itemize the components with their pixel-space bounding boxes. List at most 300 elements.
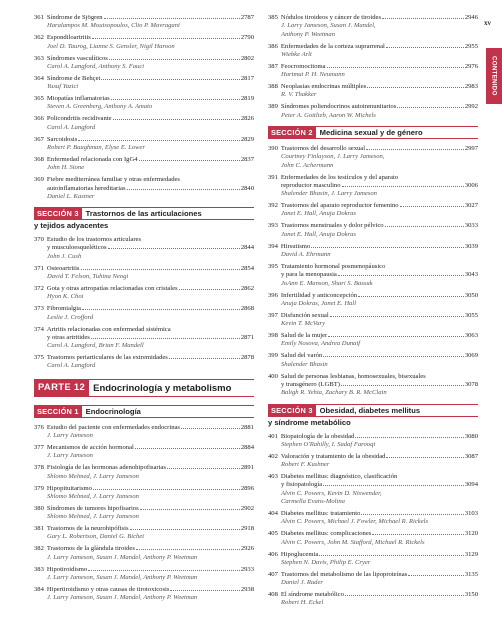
chapter-authors: Gary L. Robertson, Daniel G. Bichet (47, 533, 145, 541)
page-ref: 3150 (464, 591, 478, 599)
right-column (268, 14, 478, 611)
toc-entry-line (34, 566, 254, 574)
chapter-title: El síndrome metabólico (280, 591, 344, 599)
dot-leader (82, 309, 240, 310)
chapter-number: 372 (34, 285, 44, 292)
page-ref: 3094 (464, 481, 478, 489)
toc-entry (34, 525, 254, 542)
dot-leader (78, 140, 240, 141)
toc-entry (268, 591, 478, 608)
page-ref: 3033 (464, 222, 478, 230)
toc-entry-line (34, 485, 254, 493)
chapter-number: 406 (268, 550, 278, 558)
page-ref: 2862 (240, 285, 254, 292)
chapter-number: 371 (34, 264, 44, 272)
toc-entry (34, 176, 254, 201)
chapter-title: Enfermedad relacionada con IgG4 (46, 155, 138, 163)
toc-entry-line (34, 156, 254, 164)
toc-entry-line (34, 305, 254, 313)
chapter-authors: Courtney Finlayson, J. Larry Jameson, (281, 153, 385, 161)
toc-entry (268, 332, 478, 349)
chapter-authors: J. Larry Jameson, Susan J. Mandel, Anthony P. Weetman (47, 553, 198, 561)
chapter-title: Trastornos del metabolismo de las lipoproteínas (280, 570, 408, 578)
dot-leader (311, 247, 464, 248)
chapter-authors: Robert F. Kushner (281, 461, 330, 469)
dot-leader (93, 489, 240, 490)
page-ref: 2871 (240, 333, 254, 341)
dot-leader (345, 595, 464, 596)
chapter-authors: J. Larry Jameson (47, 432, 93, 440)
toc-entry-line (268, 591, 478, 599)
page-ref: 2884 (240, 444, 254, 452)
chapter-authors: Shalender Bhasin, J. Larry Jameson (281, 190, 377, 198)
chapter-number: 366 (34, 115, 44, 123)
chapter-authors: Robert P. Baughman, Elyse E. Lower (47, 143, 146, 151)
toc-entry (268, 352, 478, 369)
chapter-authors: Shlomo Melmed, J. Larry Jameson (47, 472, 139, 480)
chapter-number: 380 (34, 504, 44, 512)
chapter-number: 364 (34, 74, 44, 82)
page-ref: 2992 (464, 103, 478, 111)
chapter-authors-cont: John C. Achermann (281, 161, 334, 169)
chapter-number: 376 (34, 423, 44, 431)
section-title: Medicina sexual y de género (316, 126, 478, 139)
page-ref: 2896 (240, 484, 254, 492)
toc-entry (34, 14, 254, 31)
side-tab-label-wrap (487, 50, 501, 102)
chapter-number: 398 (268, 332, 278, 340)
chapter-title: Hirsutismo (280, 242, 311, 250)
dot-leader (167, 468, 240, 469)
page-ref: 3129 (464, 550, 478, 558)
chapter-title: Hipoglucemia (280, 550, 319, 558)
chapter-authors: Kevin T. McVary (281, 320, 326, 328)
dot-leader (386, 457, 463, 458)
dot-leader (330, 316, 464, 317)
chapter-number: 378 (34, 464, 44, 472)
chapter-title: Trastornos del desarrollo sexual (280, 145, 366, 153)
toc-entry-line (34, 326, 254, 334)
page-ref: 3087 (464, 452, 478, 460)
chapter-authors: JoAnn E. Manson, Shari S. Bassuk (281, 279, 373, 287)
chapter-title: Hipotiroidismo (46, 565, 88, 573)
chapter-authors: Stephen O'Rahilly, I. Sadaf Farooqi (281, 440, 376, 448)
chapter-authors: David A. Ehrmann (281, 251, 331, 259)
page-ref: 2933 (240, 565, 254, 573)
dot-leader (127, 189, 240, 190)
chapter-title: Nódulos tiroideos y cáncer de tiroides (280, 14, 382, 21)
side-tab-label: CONTENIDO (490, 56, 498, 96)
dot-leader (108, 248, 240, 249)
chapter-title: Tratamiento hormonal posmenopáusico (280, 263, 386, 271)
chapter-title: Enfermedades de la corteza suprarrenal (280, 42, 385, 50)
dot-leader (382, 18, 464, 19)
chapter-title-cont: reproductor masculino (281, 181, 341, 189)
dot-leader (88, 570, 240, 571)
toc-entry (268, 530, 478, 547)
chapter-title: Trastornos de la glándula tiroides (46, 545, 135, 553)
toc-entry (34, 75, 254, 92)
chapter-authors-cont: Carmella Evans-Molina (281, 498, 345, 506)
dot-leader (113, 119, 240, 120)
section-2-sexual-medicine (268, 126, 478, 139)
dot-leader (136, 549, 240, 550)
dot-leader (104, 18, 240, 19)
toc-entry (34, 265, 254, 282)
chapter-title: Síndrome de Sjögren (46, 14, 103, 21)
entries-right-c (268, 433, 478, 608)
toc-entry (268, 312, 478, 329)
toc-entry-line (268, 174, 478, 182)
page-ref: 3135 (464, 570, 478, 578)
chapter-authors: Peter A. Gottlieb, Aaron W. Michels (281, 111, 376, 119)
toc-entry-line (268, 473, 478, 481)
chapter-authors: David T. Felson, Tuhina Neogi (47, 273, 129, 281)
chapter-title: Artritis relacionadas con enfermedad sistémica (46, 325, 171, 333)
dot-leader (169, 358, 240, 359)
chapter-authors: Carol A. Langford, Anthony S. Fauci (47, 62, 145, 70)
chapter-authors: R. V. Thakker (281, 91, 317, 99)
chapter-authors: John H. Stone (47, 164, 85, 172)
chapter-number: 379 (34, 484, 44, 492)
toc-entry (34, 354, 254, 371)
entries-left-c (34, 424, 254, 603)
chapter-authors: J. Larry Jameson, Susan J. Mandel, Anthony P. Weetman (47, 574, 198, 581)
entries-right-b (268, 145, 478, 398)
dot-leader (328, 336, 464, 337)
toc-entry-line (34, 34, 254, 42)
left-column (34, 14, 254, 606)
page-ref: 2854 (240, 264, 254, 272)
page-ref: 2983 (464, 83, 478, 91)
page-ref: 2787 (240, 14, 254, 21)
part-title: Endocrinología y metabolismo (89, 379, 254, 397)
chapter-title-cont: y fisiopatología (281, 481, 323, 489)
chapter-number: 391 (268, 173, 278, 181)
chapter-number: 402 (268, 452, 278, 460)
page-number: xv (484, 19, 491, 27)
dot-leader (341, 385, 464, 386)
toc-entry-line (34, 75, 254, 83)
page-ref: 2926 (240, 545, 254, 553)
entries-right-a (268, 14, 478, 120)
chapter-authors: Janet E. Hall, Anuja Dokras (281, 230, 356, 238)
page-ref: 2938 (240, 585, 254, 593)
dot-leader (109, 59, 240, 60)
dot-leader (139, 160, 240, 161)
page-ref: 3069 (464, 352, 478, 360)
chapter-number: 397 (268, 311, 278, 319)
page-ref: 3120 (464, 530, 478, 538)
chapter-authors: Daniel J. Rader (281, 579, 323, 587)
chapter-number: 384 (34, 585, 44, 593)
chapter-number: 400 (268, 372, 278, 380)
page-ref: 3063 (464, 332, 478, 340)
toc-entry (34, 566, 254, 583)
chapter-title: Síndromes de tumores hipofisarios (46, 504, 139, 512)
toc-entry (34, 424, 254, 441)
dot-leader (140, 509, 240, 510)
chapter-title: Miopatías inflamatorias (46, 95, 110, 103)
chapter-number: 389 (268, 103, 278, 111)
toc-entry-line (34, 265, 254, 273)
section-tag: SECCIÓN 3 (34, 207, 82, 220)
chapter-title: Diabetes mellitus: complicaciones (280, 530, 372, 538)
dot-leader (170, 590, 239, 591)
page-ref: 2891 (240, 464, 254, 472)
chapter-title: Policondritis recidivante (46, 115, 112, 123)
dot-leader (181, 428, 240, 429)
toc-entry-line (34, 424, 254, 432)
toc-entry-line (268, 145, 478, 153)
toc-entry-line (268, 63, 478, 71)
page-ref: 2946 (464, 14, 478, 21)
toc-entry-line (268, 43, 478, 51)
toc-entry (268, 222, 478, 239)
section-1-endocrinology (34, 405, 254, 418)
toc-entry (34, 156, 254, 173)
chapter-number: 365 (34, 95, 44, 103)
dot-leader (355, 437, 463, 438)
page-ref: 2829 (240, 135, 254, 143)
dot-leader (327, 67, 464, 68)
page-ref: 2840 (240, 184, 254, 192)
chapter-authors: John J. Cush (47, 252, 82, 260)
page-ref: 3006 (464, 181, 478, 189)
chapter-title: Hipopituitarismo (46, 484, 92, 492)
part-tag: PARTE 12 (34, 379, 89, 397)
chapter-title: Trastornos de la neurohipófisis (46, 525, 129, 533)
chapter-number: 394 (268, 242, 278, 250)
page-ref: 2826 (240, 115, 254, 123)
toc-entry (268, 83, 478, 100)
toc-entry-line (268, 453, 478, 461)
page-ref: 2881 (240, 423, 254, 431)
chapter-number: 373 (34, 305, 44, 313)
toc-entry-line (268, 352, 478, 360)
dot-leader (408, 575, 464, 576)
dot-leader (400, 206, 464, 207)
section-tag: SECCIÓN 3 (268, 404, 316, 417)
chapter-number: 381 (34, 525, 44, 533)
chapter-title: Diabetes mellitus: tratamiento (280, 510, 361, 518)
toc-entry-line (34, 185, 254, 193)
page-ref: 3078 (464, 381, 478, 389)
toc-entry (34, 34, 254, 51)
toc-entry (268, 263, 478, 288)
chapter-authors: Anuja Dokras, Janet E. Hall (281, 299, 357, 307)
chapter-title: Enfermedades de los testículos y del aparato (280, 173, 399, 181)
toc-entry-line (268, 381, 478, 389)
toc-entry (34, 586, 254, 603)
toc-entry-line (34, 464, 254, 472)
section-tag: SECCIÓN 1 (34, 405, 82, 418)
chapter-title: Trastornos del aparato reproductor femenino (280, 202, 399, 210)
toc-entry (34, 136, 254, 153)
toc-entry-line (34, 444, 254, 452)
section-tag: SECCIÓN 2 (268, 126, 316, 139)
chapter-number: 383 (34, 565, 44, 573)
toc-entry (34, 545, 254, 562)
toc-entry-line (34, 176, 254, 184)
toc-entry-line (34, 505, 254, 513)
toc-entry-line (34, 244, 254, 252)
toc-entry-line (268, 103, 478, 111)
chapter-title-cont: y musculoesqueléticos (47, 244, 107, 252)
toc-entry (268, 433, 478, 450)
chapter-title: Feocromocitoma (280, 62, 326, 70)
chapter-number: 386 (268, 42, 278, 50)
chapter-authors: Haralampos M. Moutsopoulos, Clio P. Mavragani (47, 22, 180, 30)
chapter-authors: Daniel L. Kastner (47, 192, 95, 200)
toc-entry-line (34, 285, 254, 293)
toc-entry (34, 236, 254, 261)
dot-leader (358, 296, 464, 297)
chapter-title: Salud de personas lesbianas, homosexuales, bisexuales (280, 372, 426, 380)
toc-entry (34, 505, 254, 522)
toc-entry-line (34, 354, 254, 362)
toc-entry (268, 243, 478, 260)
toc-entry-line (268, 571, 478, 579)
chapter-number: 374 (34, 325, 44, 333)
toc-entry (268, 453, 478, 470)
toc-entry (268, 510, 478, 527)
toc-entry-line (268, 481, 478, 489)
page-ref: 3103 (464, 510, 478, 518)
chapter-authors: Yusuf Yazici (47, 83, 79, 91)
dot-leader (397, 107, 464, 108)
toc-entry (268, 551, 478, 568)
chapter-title-cont: y transgénero (LGBT) (281, 381, 340, 389)
chapter-title: Trastornos periarticulares de las extremidades (46, 354, 168, 362)
chapter-number: 403 (268, 473, 278, 481)
toc-entry-line (268, 332, 478, 340)
chapter-authors: Joel D. Taurog, Lianne S. Gensler, Nigil Haroon (47, 42, 175, 50)
section-title: Obesidad, diabetes mellitus (316, 404, 478, 417)
chapter-title: Síndrome de Behçet (46, 74, 101, 82)
page-ref: 2918 (240, 525, 254, 533)
page-ref: 2802 (240, 54, 254, 62)
dot-leader (319, 555, 464, 556)
dot-leader (111, 99, 240, 100)
toc-entry (268, 63, 478, 80)
toc-entry-line (34, 14, 254, 22)
chapter-authors: Emily Nosova, Andrea Dunaif (281, 340, 361, 348)
page-ref: 2878 (240, 354, 254, 362)
page-ref: 3043 (464, 271, 478, 279)
chapter-number: 387 (268, 62, 278, 70)
dot-leader (91, 338, 240, 339)
page-ref: 2837 (240, 155, 254, 163)
chapter-title: Sarcoidosis (46, 135, 78, 143)
chapter-title: Diabetes mellitus: diagnóstico, clasificación (280, 473, 398, 481)
chapter-authors: Stephen N. Davis, Philip E. Cryer (281, 558, 371, 566)
chapter-title: Biopatología de la obesidad (280, 432, 355, 440)
chapter-number: 361 (34, 14, 44, 21)
section-title-cont: y tejidos adyacentes (34, 221, 109, 231)
toc-entry (268, 373, 478, 398)
chapter-authors: Janet E. Hall, Anuja Dokras (281, 210, 356, 218)
chapter-title: Neoplasias endocrinas múltiples (280, 83, 367, 91)
chapter-title: Síndromes poliendocrinos autoinmunitarios (280, 103, 397, 111)
chapter-title: Salud del varón (280, 352, 323, 360)
toc-entry-line (268, 263, 478, 271)
dot-leader (81, 269, 240, 270)
chapter-number: 390 (268, 145, 278, 153)
chapter-authors: Carol A. Langford (47, 362, 96, 370)
page-ref: 2997 (464, 145, 478, 153)
toc-entry (34, 115, 254, 132)
toc-entry (268, 571, 478, 588)
chapter-authors: Wiebke Arlt (281, 50, 312, 58)
chapter-number: 382 (34, 545, 44, 553)
toc-entry (268, 43, 478, 60)
chapter-authors: J. Larry Jameson, Susan J. Mandel, Anthony P. Weetman (47, 594, 198, 602)
chapter-number: 385 (268, 14, 278, 21)
toc-entry-line (34, 525, 254, 533)
chapter-title: Fisiología de las hormonas adenohipofisarias (46, 464, 166, 472)
dot-leader (361, 514, 463, 515)
chapter-authors: Shlomo Melmed, J. Larry Jameson (47, 492, 139, 500)
section-title-cont: y síndrome metabólico (268, 417, 351, 427)
page-ref: 2976 (464, 62, 478, 70)
page-ref: 2790 (240, 34, 254, 42)
chapter-authors: Alvin C. Powers, Michael J. Fowler, Michael R. Rickels (281, 518, 429, 526)
chapter-authors: Alvin C. Powers, John M. Stafford, Michael R. Rickels (281, 538, 425, 546)
page-ref: 3055 (464, 311, 478, 319)
chapter-number: 362 (34, 34, 44, 42)
chapter-authors: J. Larry Jameson, Susan J. Mandel, (281, 22, 376, 30)
toc-entry-line (34, 586, 254, 594)
chapter-number: 392 (268, 202, 278, 210)
chapter-title: Estudio del paciente con enfermedades endocrinas (46, 423, 180, 431)
page-ref: 2955 (464, 42, 478, 50)
page-ref: 2817 (240, 74, 254, 82)
chapter-number: 407 (268, 570, 278, 578)
chapter-authors: Shlomo Melmed, J. Larry Jameson (47, 513, 139, 521)
chapter-authors: Alvin C. Powers, Kevin D. Niswender, (281, 489, 382, 497)
toc-entry-line (268, 433, 478, 441)
chapter-authors: Carol A. Langford, Brian F. Mandell (47, 342, 144, 350)
page-ref: 3027 (464, 202, 478, 210)
toc-entry (268, 473, 478, 506)
toc-entry-line (34, 334, 254, 342)
page-ref: 3080 (464, 432, 478, 440)
dot-leader (135, 448, 240, 449)
entries-left-b (34, 236, 254, 371)
dot-leader (101, 79, 239, 80)
chapter-title: Hipertiroidismo y otras causas de tirotoxicosis (46, 585, 170, 593)
toc-entry-line (34, 136, 254, 144)
toc-entry (34, 444, 254, 461)
chapter-title-cont: y para la menopausia (281, 271, 337, 279)
chapter-title: Gota y otras artropatías relacionadas con cristales (46, 285, 178, 292)
toc-entry (268, 202, 478, 219)
chapter-authors-cont: Anthony P. Weetman (281, 30, 336, 38)
toc-entry-line (268, 222, 478, 230)
page-ref: 2819 (240, 95, 254, 103)
toc-entry (268, 145, 478, 170)
chapter-authors: J. Larry Jameson (47, 452, 93, 460)
chapter-number: 377 (34, 444, 44, 452)
chapter-title: Mecanismos de acción hormonal (46, 444, 134, 452)
toc-entry (34, 285, 254, 302)
dot-leader (92, 38, 240, 39)
chapter-title: Osteoartritis (46, 264, 80, 272)
toc-entry-line (34, 115, 254, 123)
chapter-authors: Leslie J. Crofford (47, 313, 94, 321)
chapter-number: 367 (34, 135, 44, 143)
